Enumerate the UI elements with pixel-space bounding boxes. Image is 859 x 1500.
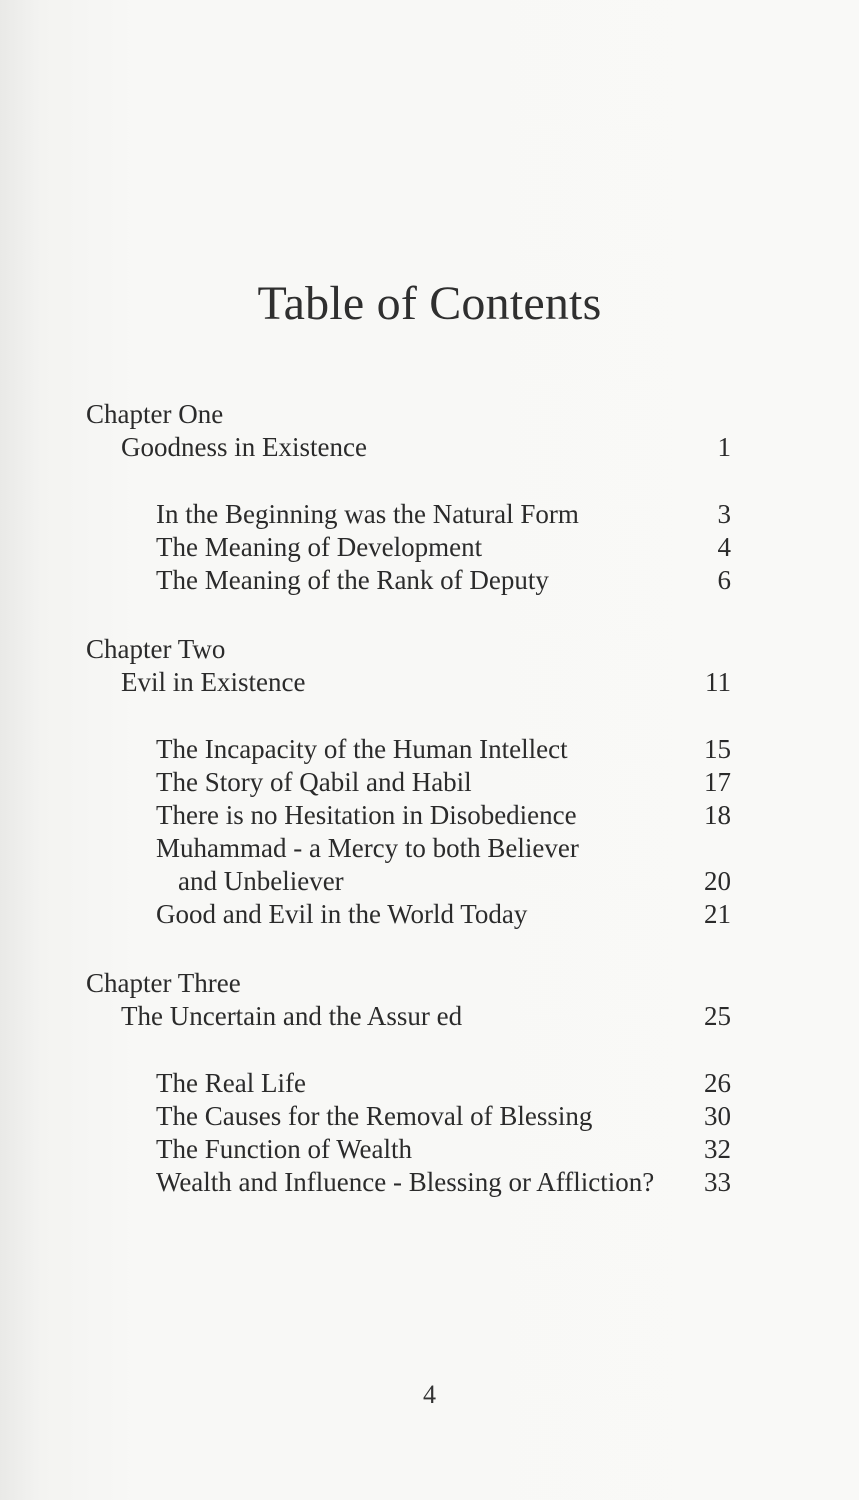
chapter-title: Evil in Existence xyxy=(121,667,306,697)
page-number: 4 xyxy=(423,1380,436,1409)
section-title: There is no Hesitation in Disobedience xyxy=(156,800,577,830)
toc-entry xyxy=(86,898,731,931)
chapter-three-title-row xyxy=(86,1000,731,1033)
section-page-number: 4 xyxy=(717,532,731,562)
toc-entry xyxy=(86,531,731,564)
toc-entry xyxy=(86,1166,731,1199)
page-title: Table of Contents xyxy=(257,277,602,330)
section-page-number: 32 xyxy=(704,1134,731,1164)
chapter-label: Chapter One xyxy=(86,399,224,429)
section-title: The Story of Qabil and Habil xyxy=(156,767,472,797)
section-title: The Meaning of the Rank of Deputy xyxy=(156,565,549,595)
chapter-label: Chapter Three xyxy=(86,968,241,998)
chapter-two-title-row xyxy=(86,666,731,699)
section-title: Good and Evil in the World Today xyxy=(156,899,528,929)
section-title-continuation: and Unbeliever xyxy=(178,866,344,896)
toc-entry xyxy=(86,1133,731,1166)
toc-entry xyxy=(86,799,731,832)
section-page-number: 26 xyxy=(704,1068,731,1098)
section-page-number: 18 xyxy=(704,800,731,830)
toc-entry xyxy=(86,832,731,865)
section-page-number: 21 xyxy=(704,899,731,929)
table-of-contents xyxy=(86,398,731,1199)
section-title: The Meaning of Development xyxy=(156,532,483,562)
toc-entry xyxy=(86,1067,731,1100)
toc-entry xyxy=(86,766,731,799)
toc-entry-continuation xyxy=(86,865,731,898)
section-page-number: 30 xyxy=(704,1101,731,1131)
chapter-two-label-row xyxy=(86,633,731,666)
section-title: The Causes for the Removal of Blessing xyxy=(156,1101,593,1131)
section-title: The Function of Wealth xyxy=(156,1134,413,1164)
chapter-page-number: 1 xyxy=(717,432,731,462)
section-page-number: 6 xyxy=(717,565,731,595)
chapter-one-title-row xyxy=(86,431,731,464)
chapter-title: The Uncertain and the Assur ed xyxy=(121,1001,463,1031)
toc-entry xyxy=(86,733,731,766)
section-page-number: 3 xyxy=(717,499,731,529)
toc-entry xyxy=(86,498,731,531)
section-title: The Incapacity of the Human Intellect xyxy=(156,734,568,764)
toc-entry xyxy=(86,1100,731,1133)
chapter-title: Goodness in Existence xyxy=(121,432,367,462)
chapter-one-label-row xyxy=(86,398,731,431)
section-title: Muhammad - a Mercy to both Believer xyxy=(156,833,579,863)
section-title: Wealth and Influence - Blessing or Affliction? xyxy=(156,1167,655,1197)
chapter-page-number: 11 xyxy=(705,667,731,697)
section-page-number: 17 xyxy=(704,767,731,797)
chapter-three-label-row xyxy=(86,967,731,1000)
section-page-number: 15 xyxy=(704,734,731,764)
chapter-label: Chapter Two xyxy=(86,634,226,664)
section-title: The Real Life xyxy=(156,1068,306,1098)
chapter-page-number: 25 xyxy=(704,1001,731,1031)
section-page-number: 20 xyxy=(704,866,731,896)
section-page-number: 33 xyxy=(704,1167,731,1197)
toc-entry xyxy=(86,564,731,597)
section-title: In the Beginning was the Natural Form xyxy=(156,499,579,529)
